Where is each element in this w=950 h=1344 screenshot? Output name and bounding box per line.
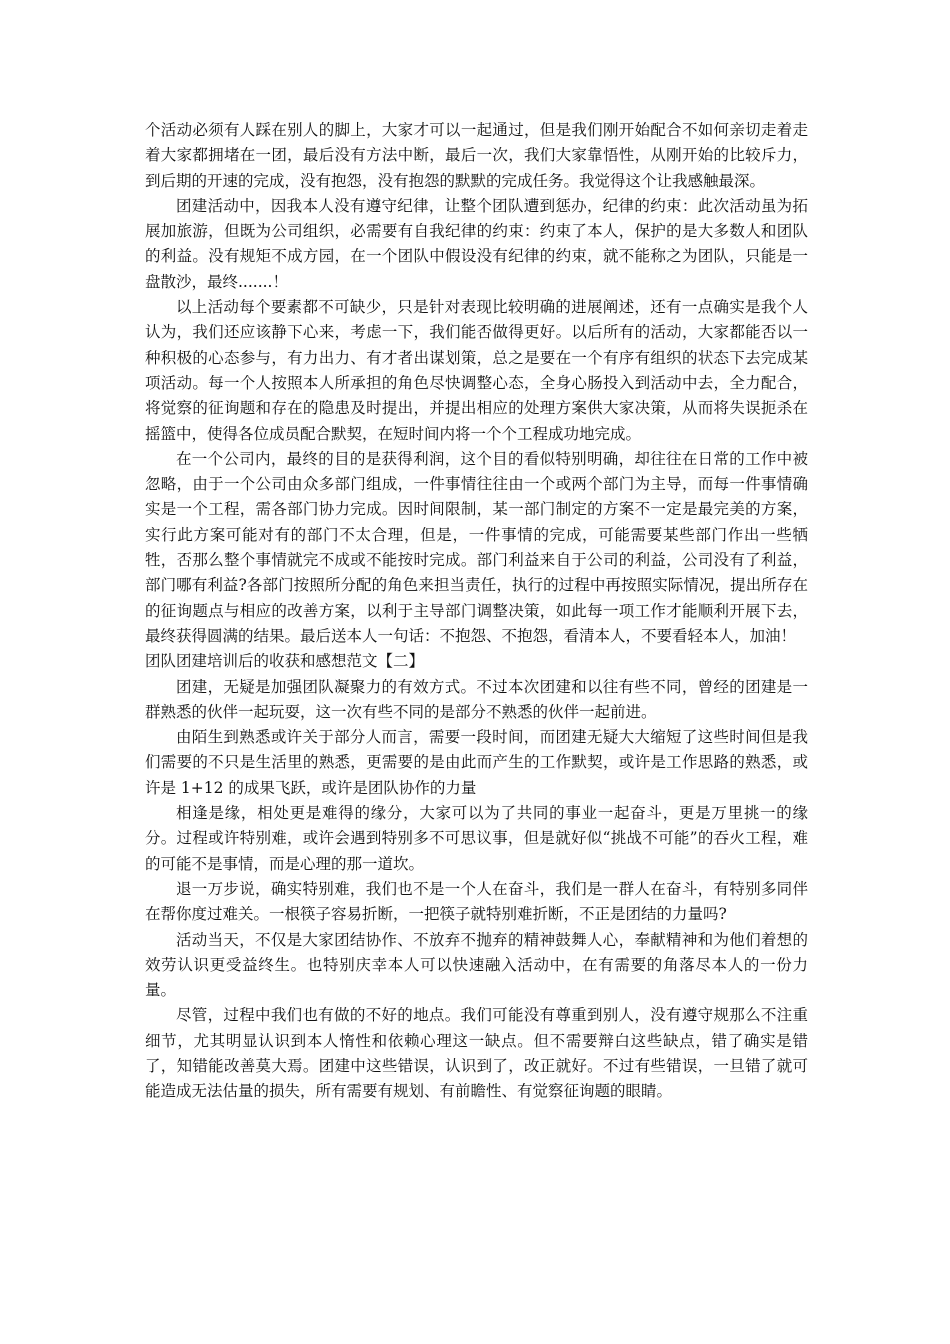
paragraph-3: 以上活动每个要素都不可缺少，只是针对表现比较明确的进展阐述，还有一点确实是我个人认为，我们还应该静下心来，考虑一下，我们能否做得更好。以后所有的活动，大家都能否以一种积极的心态参与，有力出力、有才者出谋划策，总之是要在一个有序有组织的状态下去完成某项活动。每一个人按照本人所承担的角色尽快调整心态，全身心肠投入到活动中去，全力配合，将觉察的征询题和存在的隐患及时提出，并提出相应的处理方案供大家决策，从而将失误扼杀在摇篮中，使得各位成员配合默契，在短时间内将一个个工程成功地完成。 [145,298,808,443]
paragraph-9: 退一万步说，确实特别难，我们也不是一个人在奋斗，我们是一群人在奋斗，有特别多同伴在帮你度过难关。一根筷子容易折断，一把筷子就特别难折断，不正是团结的力量吗? [145,879,808,924]
paragraph-11: 尽管，过程中我们也有做的不好的地点。我们可能没有尊重到别人，没有遵守规那么不注重细节，尤其明显认识到本人惰性和依赖心理这一缺点。但不需要辩白这些缺点，错了确实是错了，知错能改善莫大焉。团建中这些错误，认识到了，改正就好。不过有些错误，一旦错了就可能造成无法估量的损失，所有需要有规划、有前瞻性、有觉察征询题的眼睛。 [145,1006,808,1101]
section-heading: 团队团建培训后的收获和感想范文【二】 [145,652,425,671]
paragraph-4: 在一个公司内，最终的目的是获得利润，这个目的看似特别明确，却往往在日常的工作中被忽略，由于一个公司由众多部门组成，一件事情往往由一个或两个部门为主导，而每一件事情确实是一个工程，需各部门协力完成。因时间限制，某一部门制定的方案不一定是最完美的方案，实行此方案可能对有的部门不太合理，但是，一件事情的完成，可能需要某些部门作出一些牺牲，否那么整个事情就完不成或不能按时完成。部门利益来自于公司的利益，公司没有了利益，部门哪有利益?各部门按照所分配的角色来担当责任，执行的过程中再按照实际情况，提出所存在的征询题点与相应的改善方案，以利于主导部门调整决策，如此每一项工作才能顺利开展下去，最终获得圆满的结果。最后送本人一句话：不抱怨、不抱怨，看清本人，不要看轻本人，加油！ [145,449,808,645]
paragraph-1: 个活动必须有人踩在别人的脚上，大家才可以一起通过，但是我们刚开始配合不如何亲切走着走着大家都拥堵在一团，最后没有方法中断，最后一次，我们大家靠悟性，从刚开始的比较斥力，到后期的开速的完成，没有抱怨，没有抱怨的默默的完成任务。我觉得这个让我感触最深。 [145,121,808,190]
paragraph-8: 相逢是缘，相处更是难得的缘分，大家可以为了共同的事业一起奋斗，更是万里挑一的缘分。过程或许特别难，或许会遇到特别多不可思议事，但是就好似“挑战不可能”的吞火工程，难的可能不是事情，而是心理的那一道坎。 [145,804,808,873]
document-body [145,118,808,1105]
paragraph-6: 团建，无疑是加强团队凝聚力的有效方式。不过本次团建和以往有些不同，曾经的团建是一群熟悉的伙伴一起玩耍，这一次有些不同的是部分不熟悉的伙伴一起前进。 [145,677,808,721]
paragraph-2: 团建活动中，因我本人没有遵守纪律，让整个团队遭到惩办，纪律的约束：此次活动虽为拓展加旅游，但既为公司组织，必需要有自我纪律的约束：约束了本人，保护的是大多数人和团队的利益。没有规矩不成方园，在一个团队中假设没有纪律的约束，就不能称之为团队，只能是一盘散沙，最终.......！ [145,196,808,291]
paragraph-10: 活动当天，不仅是大家团结协作、不放弃不抛弃的精神鼓舞人心，奉献精神和为他们着想的效劳认识更受益终生。也特别庆幸本人可以快速融入活动中，在有需要的角落尽本人的一份力量。 [145,930,808,1000]
paragraph-7: 由陌生到熟悉或许关于部分人而言，需要一段时间，而团建无疑大大缩短了这些时间但是我们需要的不只是生活里的熟悉，更需要的是由此而产生的工作默契，或许是工作思路的熟悉，或许是 1+12 的成果飞跃，或许是团队协作的力量 [145,728,808,797]
